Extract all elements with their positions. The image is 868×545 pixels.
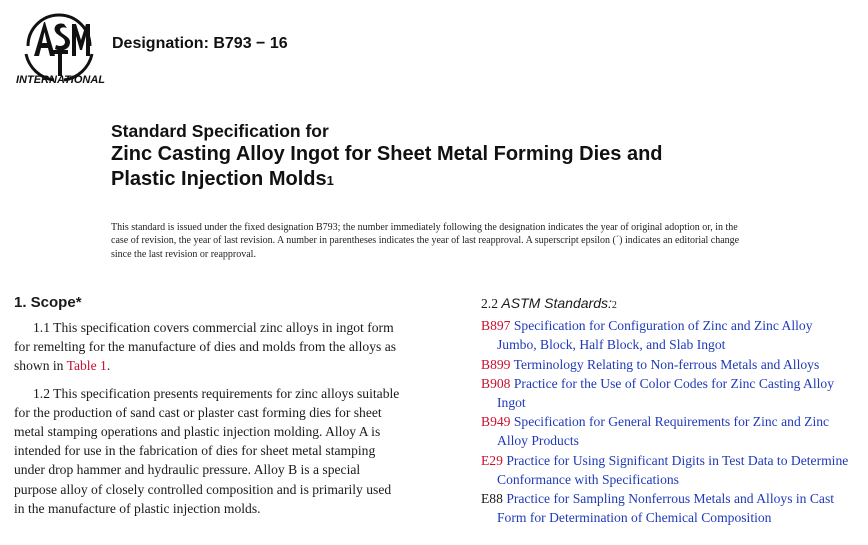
title-footnote-mark[interactable]: 1 [326,173,334,188]
scope-p1-end: . [106,358,111,374]
reference-code-link[interactable]: E29 [481,452,503,468]
table-1-link[interactable]: Table 1 [66,358,107,374]
standards-footnote-mark[interactable]: 2 [611,300,617,311]
reference-code-link[interactable]: B899 [481,356,511,372]
reference-code-link[interactable]: B949 [481,414,511,430]
reference-item [481,316,853,354]
reference-item [481,355,853,374]
designation: Designation: B793 − 16 [112,35,288,52]
reference-title-link[interactable]: Practice for Sampling Nonferrous Metals and Alloys in Cast Form for Determination of Chemical Composition [497,491,835,526]
title-line-2: Zinc Casting Alloy Ingot for Sheet Metal Forming Dies and [111,143,663,165]
title-line-1: Standard Specification for [111,121,329,141]
reference-title-link[interactable]: Practice for Using Significant Digits in Test Data to Determine Conformance with Specifications [497,452,849,487]
reference-item [481,489,853,527]
referenced-standards [481,294,853,527]
standards-prefix: 2.2 [481,296,502,311]
scope-section [14,293,404,518]
reference-item [481,374,853,412]
standards-heading-text: ASTM Standards: [501,295,612,311]
reference-title-link[interactable]: Practice for the Use of Color Codes for Zinc Casting Alloy Ingot [497,375,835,411]
title-line-3 [111,167,663,193]
issuance-notice: This standard is issued under the fixed designation B793; the number immediately following the designation indicates the year of original adoption or, in the case of revision, the year of last revision. A number in parentheses indicates the year of last reapproval. A superscript epsilon (´) indicates an editorial change since the last revision or reapproval. [111,222,740,260]
logo-text: INTERNATIONAL [16,74,106,86]
reference-item [481,412,853,450]
scope-paragraph-1 [14,318,404,376]
reference-title-link[interactable]: Specification for General Requirements for Zinc and Zinc Alloy Products [497,414,830,449]
reference-code-link[interactable]: B908 [481,375,511,391]
standards-heading [481,294,853,315]
scope-paragraph-2: 1.2 This specification presents requirements for zinc alloys suitable for the production of sand cast or plaster cast forming dies for sheet metal stamping operations and plastic injection molding. Alloy A is intended for use in the fabrication of dies for sheet metal stamping under drop hammer and hydraulic pressure. Alloy B is a special purpose alloy of closely controlled composition and is primarily used in the manufacture of plastic injection molds. [14,385,400,516]
reference-title-link[interactable]: Terminology Relating to Non-ferrous Metals and Alloys [513,356,820,372]
reference-title-link[interactable]: Specification for Configuration of Zinc and Zinc Alloy Jumbo, Block, Half Block, and Slab Ingot [497,318,813,353]
scope-heading: 1. Scope* [14,294,82,311]
reference-code: E88 [481,491,503,507]
scope-p1-text: 1.1 This specification covers commercial zinc alloys in ingot form for remelting for the manufacture of dies and molds from the alloys as shown in [14,320,397,374]
reference-code-link[interactable]: B897 [481,318,511,334]
title-block [111,120,663,193]
reference-item [481,451,853,489]
title-line-3-text: Plastic Injection Molds [111,168,327,190]
